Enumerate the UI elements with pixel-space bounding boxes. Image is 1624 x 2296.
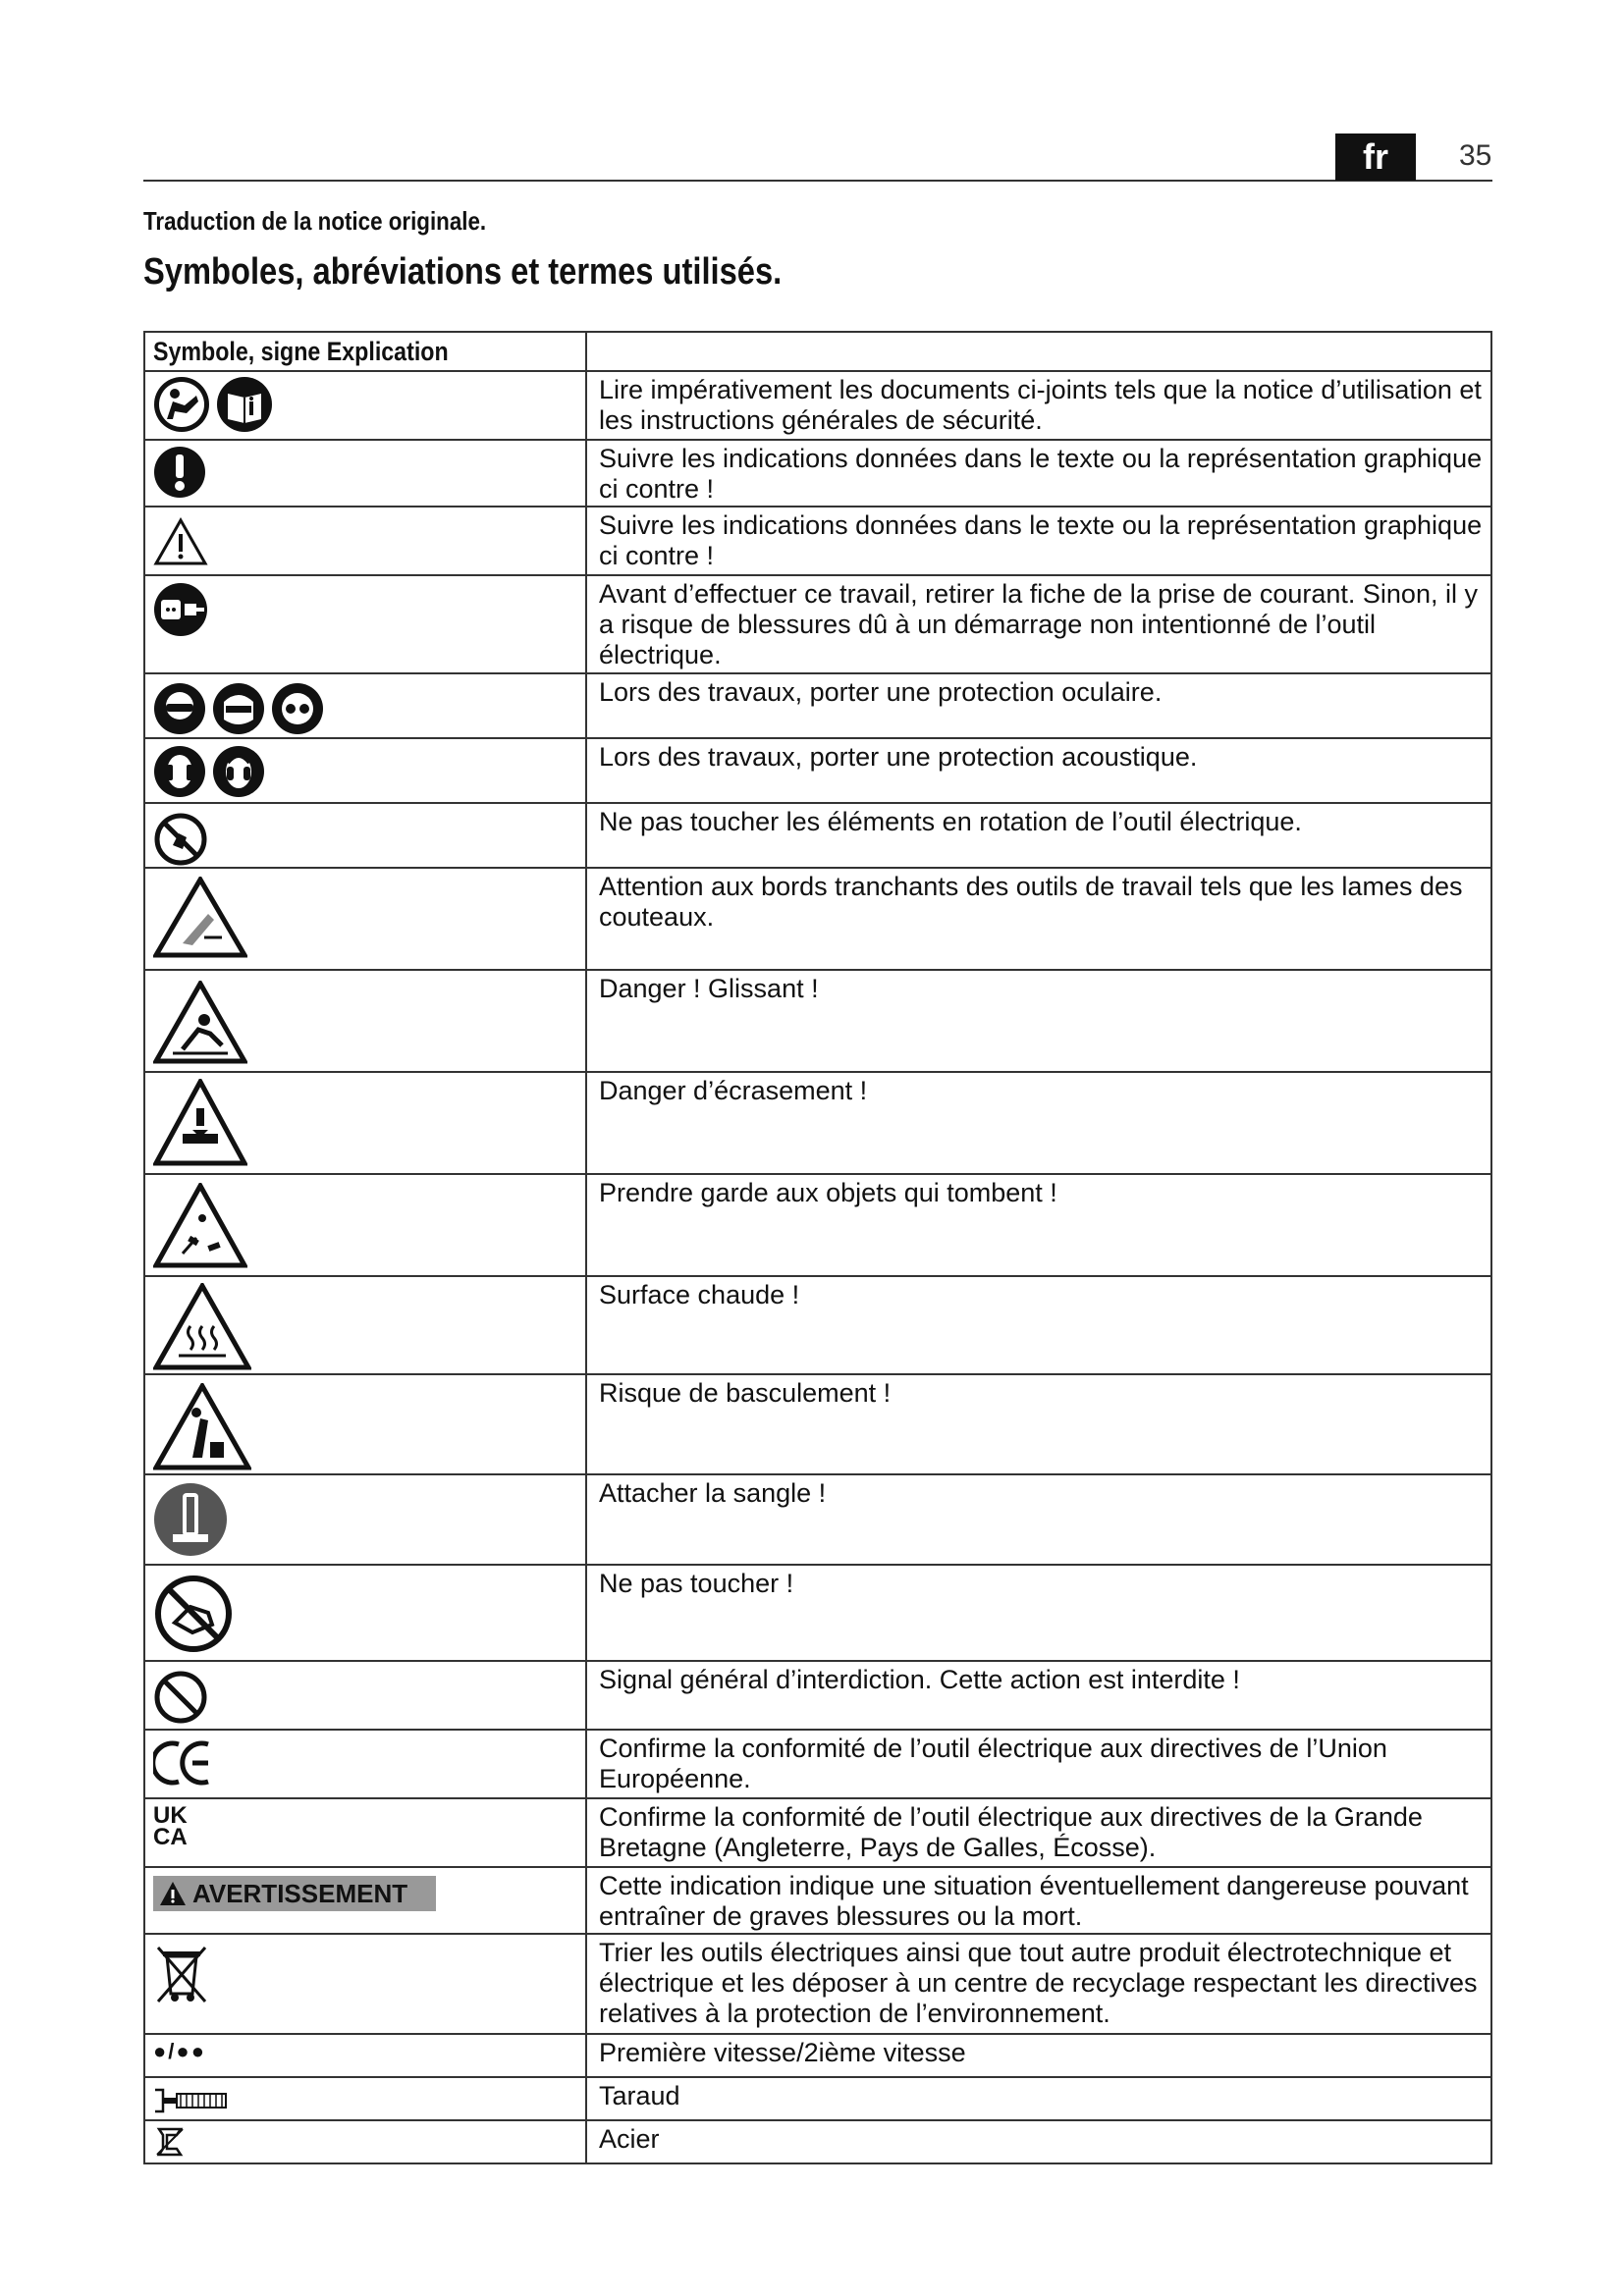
goggles-icon <box>271 682 324 735</box>
ukca-mark-icon <box>153 1802 202 1850</box>
table-row <box>144 1867 1491 1934</box>
read-manual-person-icon <box>153 376 210 433</box>
ear-protection-icon <box>153 745 206 798</box>
table-row <box>144 1374 1491 1474</box>
table-row <box>144 868 1491 970</box>
table-row <box>144 1174 1491 1276</box>
crushing-warning-icon <box>153 1079 247 1167</box>
tap-icon <box>153 2086 230 2115</box>
steel-icon <box>153 2125 187 2159</box>
prohibition-icon <box>153 1670 208 1725</box>
header-col2 <box>586 332 1491 371</box>
subtitle: Traduction de la notice originale. <box>143 206 487 236</box>
explanation-text: Surface chaude ! <box>586 1276 1491 1374</box>
table-row <box>144 1474 1491 1565</box>
explanation-text: Cette indication indique une situation éventuellement dangereuse pouvant entraîner de graves blessures ou la mort. <box>586 1867 1491 1934</box>
no-touch-rotating-icon <box>153 812 208 867</box>
table-row <box>144 738 1491 803</box>
explanation-text: Risque de basculement ! <box>586 1374 1491 1474</box>
table-row <box>144 1072 1491 1174</box>
page-number: 35 <box>1459 139 1492 172</box>
header-symbol-explication: Symbole, signe Explication <box>153 337 449 366</box>
do-not-touch-icon <box>153 1574 234 1654</box>
mandatory-exclamation-icon <box>153 445 206 500</box>
tipping-warning-icon <box>153 1383 251 1471</box>
table-row <box>144 1565 1491 1661</box>
warning-triangle-icon <box>153 517 208 566</box>
read-manual-book-icon <box>216 376 273 433</box>
explanation-text: Lors des travaux, porter une protection oculaire. <box>586 673 1491 738</box>
explanation-text: Première vitesse/2ième vitesse <box>586 2034 1491 2077</box>
explanation-text: Danger ! Glissant ! <box>586 970 1491 1072</box>
warning-small-icon <box>159 1881 187 1906</box>
symbols-table <box>143 331 1492 2164</box>
sharp-edges-warning-icon <box>153 877 247 959</box>
explanation-text: Suivre les indications données dans le texte ou la représentation graphique ci contre ! <box>586 440 1491 507</box>
explanation-text: Prendre garde aux objets qui tombent ! <box>586 1174 1491 1276</box>
speed-dots-icon: ●/●● <box>153 2039 206 2063</box>
table-row <box>144 1798 1491 1867</box>
table-row <box>144 1934 1491 2034</box>
unplug-icon <box>153 582 208 637</box>
table-row <box>144 507 1491 575</box>
table-row <box>144 1276 1491 1374</box>
explanation-text: Avant d’effectuer ce travail, retirer la fiche de la prise de courant. Sinon, il y a risque de blessures dû à un démarrage non intentionné de l’outil électrique. <box>586 575 1491 673</box>
explanation-text: Attention aux bords tranchants des outils de travail tels que les lames des couteaux. <box>586 868 1491 970</box>
ce-mark-icon <box>153 1738 214 1788</box>
table-row <box>144 1661 1491 1730</box>
explanation-text: Lors des travaux, porter une protection acoustique. <box>586 738 1491 803</box>
explanation-text: Suivre les indications données dans le texte ou la représentation graphique ci contre ! <box>586 507 1491 575</box>
slippery-warning-icon <box>153 981 247 1065</box>
hot-surface-warning-icon <box>153 1283 251 1371</box>
table-row <box>144 2077 1491 2120</box>
explanation-text: Attacher la sangle ! <box>586 1474 1491 1565</box>
ear-muffs-icon <box>212 745 265 798</box>
table-row <box>144 2034 1491 2077</box>
explanation-text: Ne pas toucher ! <box>586 1565 1491 1661</box>
falling-objects-warning-icon <box>153 1183 247 1269</box>
explanation-text: Lire impérativement les documents ci-joints tels que la notice d’utilisation et les instructions générales de sécurité. <box>586 371 1491 440</box>
table-row <box>144 371 1491 440</box>
attach-strap-icon <box>153 1481 228 1558</box>
weee-bin-icon <box>153 1943 210 2005</box>
language-badge: fr <box>1335 133 1416 181</box>
explanation-text: Taraud <box>586 2077 1491 2120</box>
table-row <box>144 970 1491 1072</box>
table-row <box>144 575 1491 673</box>
page-title: Symboles, abréviations et termes utilisés. <box>143 251 783 293</box>
explanation-text: Confirme la conformité de l’outil électrique aux directives de la Grande Bretagne (Angleterre, Pays de Galles, Écosse). <box>586 1798 1491 1867</box>
header-rule <box>143 180 1492 182</box>
table-row <box>144 1730 1491 1798</box>
table-row <box>144 803 1491 868</box>
explanation-text: Trier les outils électriques ainsi que tout autre produit électrotechnique et électrique et les déposer à un centre de recyclage respectant les directives relatives à la protection de l’environnement. <box>586 1934 1491 2034</box>
ukca-uk-text: UK <box>153 1802 188 1829</box>
explanation-text: Confirme la conformité de l’outil électrique aux directives de l’Union Européenne. <box>586 1730 1491 1798</box>
explanation-text: Signal général d’interdiction. Cette action est interdite ! <box>586 1661 1491 1730</box>
table-row <box>144 440 1491 507</box>
table-row <box>144 673 1491 738</box>
explanation-text: Acier <box>586 2120 1491 2163</box>
table-row <box>144 2120 1491 2163</box>
explanation-text: Danger d’écrasement ! <box>586 1072 1491 1174</box>
explanation-text: Ne pas toucher les éléments en rotation de l’outil électrique. <box>586 803 1491 868</box>
ukca-ca-text: CA <box>153 1824 188 1850</box>
face-shield-icon <box>212 682 265 735</box>
avertissement-text: AVERTISSEMENT <box>192 1878 408 1908</box>
eye-protection-icon <box>153 682 206 735</box>
table-header-row <box>144 332 1491 371</box>
avertissement-label <box>153 1876 436 1911</box>
